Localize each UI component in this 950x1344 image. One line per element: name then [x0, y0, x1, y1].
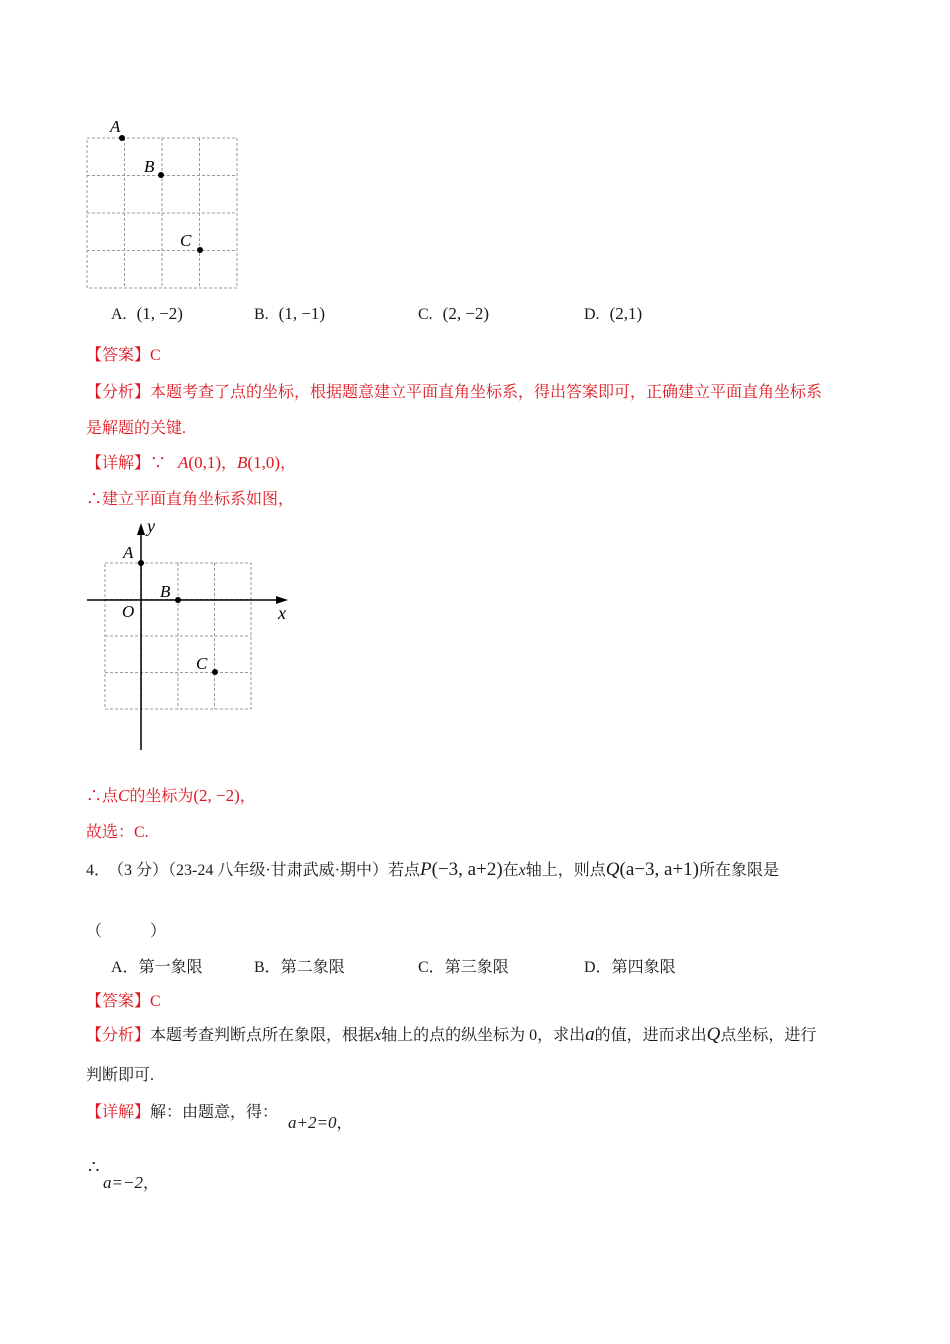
label-origin: O: [122, 602, 135, 621]
q4-option-a[interactable]: A．第一象限: [111, 959, 203, 976]
q4-answer: 【答案】C: [86, 993, 161, 1010]
point-a: [138, 560, 144, 566]
q4-detail-line1: 【详解】解：由题意，得：: [86, 1104, 279, 1121]
q4-equation-1: a+2=0，: [288, 1113, 353, 1132]
figure-2-coordinate-plane: [80, 515, 300, 755]
label-a: A: [123, 543, 134, 562]
q4-analysis-line1: 【分析】本题考查判断点所在象限，根据x轴上的点的纵坐标为 0，求出a的值，进而求出Q点坐标，进行: [86, 1024, 817, 1045]
grid-lines: [87, 138, 237, 288]
point-b: [175, 597, 181, 603]
point-b: [158, 172, 164, 178]
label-b: B: [160, 582, 171, 601]
label-a: A: [110, 117, 121, 136]
figure-1-grid: [80, 110, 250, 295]
q3-answer: 【答案】C: [86, 347, 161, 364]
q3-option-c[interactable]: C. (2, −2): [418, 304, 490, 323]
q3-analysis-line2: 是解题的关键.: [86, 420, 187, 437]
q4-therefore-symbol: ∴: [88, 1157, 100, 1177]
q3-detail-line2: ∴建立平面直角坐标系如图，: [86, 491, 295, 508]
q4-blank: （ ）: [86, 923, 167, 940]
q4-option-d[interactable]: D．第四象限: [584, 959, 676, 976]
grid-lines: [105, 563, 251, 709]
q3-option-d[interactable]: D. (2,1): [584, 304, 643, 323]
label-b: B: [144, 157, 155, 176]
q3-analysis-line1: 【分析】本题考查了点的坐标，根据题意建立平面直角坐标系，得出答案即可，正确建立平面直角坐标系: [86, 384, 823, 401]
q4-analysis-line2: 判断即可.: [86, 1067, 155, 1084]
q3-detail-line1: 【详解】∵ A(0,1)，B(1,0)，: [86, 453, 296, 472]
q4-stem: 4． （3 分）（23-24 八年级·甘肃武威·期中）若点P(−3, a+2)在x轴上，则点Q(a−3, a+1)所在象限是: [86, 859, 779, 880]
q3-option-a[interactable]: A. (1, −2): [111, 304, 183, 323]
q3-option-b[interactable]: B. (1, −1): [254, 304, 326, 323]
label-c: C: [180, 231, 192, 250]
label-y-axis: y: [147, 516, 155, 536]
q3-final-choice: 故选：C.: [86, 824, 149, 841]
point-c: [212, 669, 218, 675]
y-axis-arrow: [137, 523, 145, 535]
q4-option-b[interactable]: B．第二象限: [254, 959, 345, 976]
q4-option-c[interactable]: C．第三象限: [418, 959, 509, 976]
label-c: C: [196, 654, 208, 673]
q4-equation-2: a=−2，: [103, 1173, 159, 1192]
label-x-axis: x: [278, 603, 286, 623]
q3-conclusion: ∴点C的坐标为(2, −2)，: [86, 786, 256, 805]
point-c: [197, 247, 203, 253]
